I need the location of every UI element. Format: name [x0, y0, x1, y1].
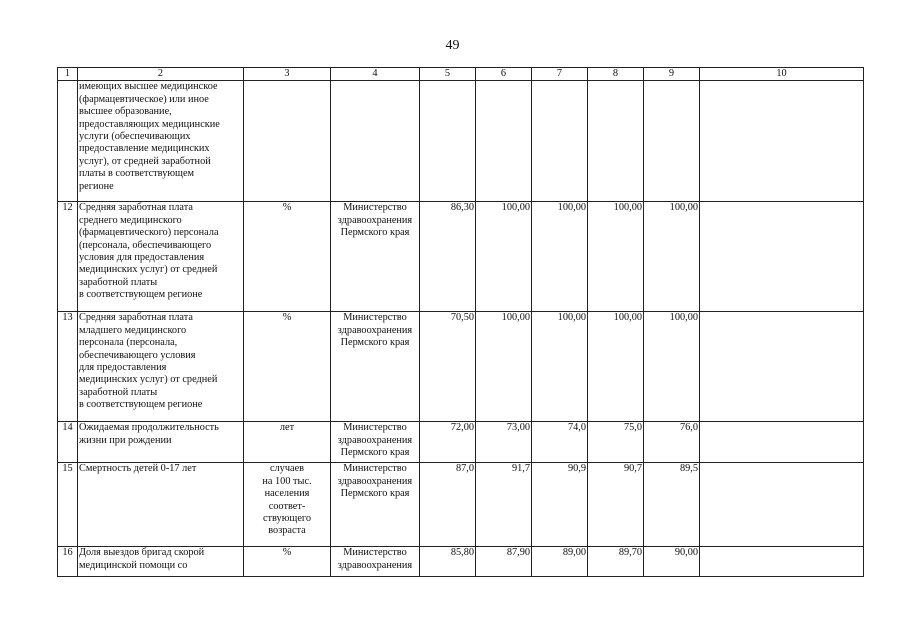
responsible-org-line: здравоохранения — [337, 559, 413, 571]
responsible-org-line: Министерство — [343, 422, 407, 434]
indicator-name-line: имеющих высшее медицинское — [79, 81, 218, 93]
value-cell-9: 100,00 — [644, 312, 700, 422]
responsible-org-cell — [331, 422, 420, 463]
value-cell-8: 100,00 — [588, 202, 644, 312]
unit-cell — [244, 202, 331, 312]
indicator-name-cell — [78, 547, 244, 577]
indicator-name-cell — [78, 312, 244, 422]
column-header: 8 — [588, 68, 644, 81]
column-header: 1 — [58, 68, 78, 81]
value-cell-9: 100,00 — [644, 202, 700, 312]
indicator-name-line: среднего медицинского — [79, 214, 182, 226]
column-header: 10 — [700, 68, 864, 81]
responsible-org-line: Министерство — [343, 547, 407, 559]
unit-line: возраста — [268, 525, 306, 537]
indicator-name-line: Ожидаемая продолжительность — [79, 422, 219, 434]
indicator-name-line: медицинской помощи со — [79, 559, 188, 571]
unit-line: ствующего — [262, 513, 312, 525]
indicator-name-line: Смертность детей 0-17 лет — [79, 463, 197, 475]
unit-line: на 100 тыс. — [262, 475, 312, 487]
value-cell-6: 100,00 — [476, 312, 532, 422]
responsible-org-line: Пермского края — [340, 488, 410, 500]
indicator-name-line: в соответствующем регионе — [79, 289, 203, 301]
value-cell-6: 73,00 — [476, 422, 532, 463]
responsible-org-line: здравоохранения — [337, 434, 413, 446]
value-cell-8: 90,7 — [588, 463, 644, 547]
responsible-org-line: Министерство — [343, 202, 407, 214]
value-cell-5: 85,80 — [420, 547, 476, 577]
unit-line: соответ- — [268, 500, 306, 512]
column-header: 4 — [331, 68, 420, 81]
indicator-name-line: Доля выездов бригад скорой — [79, 547, 205, 559]
responsible-org-cell — [331, 81, 420, 202]
page-number: 49 — [445, 38, 460, 53]
table-row — [58, 463, 864, 547]
value-cell-7: 100,00 — [532, 202, 588, 312]
table-body — [58, 81, 864, 577]
indicator-name-line: жизни при рождении — [79, 434, 172, 446]
unit-cell — [244, 422, 331, 463]
indicator-name-cell — [78, 422, 244, 463]
responsible-org-line: здравоохранения — [337, 214, 413, 226]
indicator-name-line: заработной платы — [79, 276, 158, 288]
responsible-org-line: здравоохранения — [337, 475, 413, 487]
indicator-name-line: младшего медицинского — [79, 324, 187, 336]
indicator-name-cell — [78, 81, 244, 202]
column-header: 7 — [532, 68, 588, 81]
indicator-name-line: Средняя заработная плата — [79, 202, 193, 214]
indicator-name-line: обеспечивающего условия — [79, 349, 196, 361]
column-header: 5 — [420, 68, 476, 81]
indicator-name-line: заработной платы — [79, 386, 158, 398]
unit-line: населения — [264, 488, 310, 500]
value-cell-9: 90,00 — [644, 547, 700, 577]
unit-line: % — [282, 202, 292, 214]
note-cell — [700, 463, 864, 547]
value-cell-8 — [588, 81, 644, 202]
row-number-cell: 13 — [58, 312, 78, 422]
responsible-org-line: Министерство — [343, 463, 407, 475]
value-cell-6: 100,00 — [476, 202, 532, 312]
indicator-name-line: персонала (персонала, — [79, 337, 178, 349]
unit-cell — [244, 547, 331, 577]
value-cell-7: 74,0 — [532, 422, 588, 463]
value-cell-7: 90,9 — [532, 463, 588, 547]
note-cell — [700, 547, 864, 577]
value-cell-5: 70,50 — [420, 312, 476, 422]
indicator-name-line: Средняя заработная плата — [79, 312, 193, 324]
value-cell-9: 76,0 — [644, 422, 700, 463]
responsible-org-cell — [331, 547, 420, 577]
note-cell — [700, 81, 864, 202]
column-header: 2 — [78, 68, 244, 81]
indicator-name-line: регионе — [79, 180, 114, 192]
responsible-org-line: Пермского края — [340, 447, 410, 459]
row-number-cell: 12 — [58, 202, 78, 312]
column-header: 6 — [476, 68, 532, 81]
row-number-cell: 15 — [58, 463, 78, 547]
responsible-org-line: здравоохранения — [337, 324, 413, 336]
responsible-org-line: Министерство — [343, 312, 407, 324]
indicator-name-line: медицинских услуг) от средней — [79, 374, 218, 386]
indicator-name-line: медицинских услуг) от средней — [79, 264, 218, 276]
value-cell-7: 100,00 — [532, 312, 588, 422]
note-cell — [700, 312, 864, 422]
indicator-name-cell — [78, 463, 244, 547]
value-cell-5: 86,30 — [420, 202, 476, 312]
value-cell-5 — [420, 81, 476, 202]
responsible-org-cell — [331, 202, 420, 312]
note-cell — [700, 202, 864, 312]
value-cell-8: 75,0 — [588, 422, 644, 463]
value-cell-6 — [476, 81, 532, 202]
responsible-org-line: Пермского края — [340, 337, 410, 349]
indicators-table — [57, 67, 864, 577]
indicator-name-line: в соответствующем регионе — [79, 399, 203, 411]
indicator-name-cell — [78, 202, 244, 312]
indicator-name-line: (фармацевтическое) или иное — [79, 93, 209, 105]
value-cell-7: 89,00 — [532, 547, 588, 577]
indicator-name-line: платы в соответствующем — [79, 168, 195, 180]
indicator-name-line: (персонала, обеспечивающего — [79, 239, 212, 251]
indicator-name-line: для предоставления — [79, 362, 167, 374]
row-number-cell: 14 — [58, 422, 78, 463]
table-row — [58, 422, 864, 463]
responsible-org-line: Пермского края — [340, 227, 410, 239]
note-cell — [700, 422, 864, 463]
indicator-name-line: предоставляющих медицинские — [79, 118, 220, 130]
table-row — [58, 202, 864, 312]
indicator-name-line: услуг), от средней заработной — [79, 155, 211, 167]
responsible-org-cell — [331, 463, 420, 547]
value-cell-9: 89,5 — [644, 463, 700, 547]
table-row — [58, 547, 864, 577]
unit-line: случаев — [269, 463, 305, 475]
unit-cell — [244, 312, 331, 422]
unit-cell — [244, 463, 331, 547]
unit-line: % — [282, 547, 292, 559]
column-header: 3 — [244, 68, 331, 81]
value-cell-6: 91,7 — [476, 463, 532, 547]
value-cell-8: 89,70 — [588, 547, 644, 577]
indicator-name-line: предоставление медицинских — [79, 143, 210, 155]
value-cell-6: 87,90 — [476, 547, 532, 577]
table-row — [58, 312, 864, 422]
column-header: 9 — [644, 68, 700, 81]
table-row — [58, 81, 864, 202]
indicator-name-line: услуги (обеспечивающих — [79, 131, 191, 143]
unit-line: лет — [279, 422, 295, 434]
value-cell-5: 87,0 — [420, 463, 476, 547]
indicator-name-line: (фармацевтического) персонала — [79, 227, 219, 239]
column-number-row — [58, 68, 864, 81]
unit-cell — [244, 81, 331, 202]
responsible-org-cell — [331, 312, 420, 422]
row-number-cell — [58, 81, 78, 202]
value-cell-5: 72,00 — [420, 422, 476, 463]
indicator-name-line: высшее образование, — [79, 106, 172, 118]
row-number-cell: 16 — [58, 547, 78, 577]
value-cell-8: 100,00 — [588, 312, 644, 422]
unit-line: % — [282, 312, 292, 324]
value-cell-9 — [644, 81, 700, 202]
indicator-name-line: условия для предоставления — [79, 252, 205, 264]
value-cell-7 — [532, 81, 588, 202]
